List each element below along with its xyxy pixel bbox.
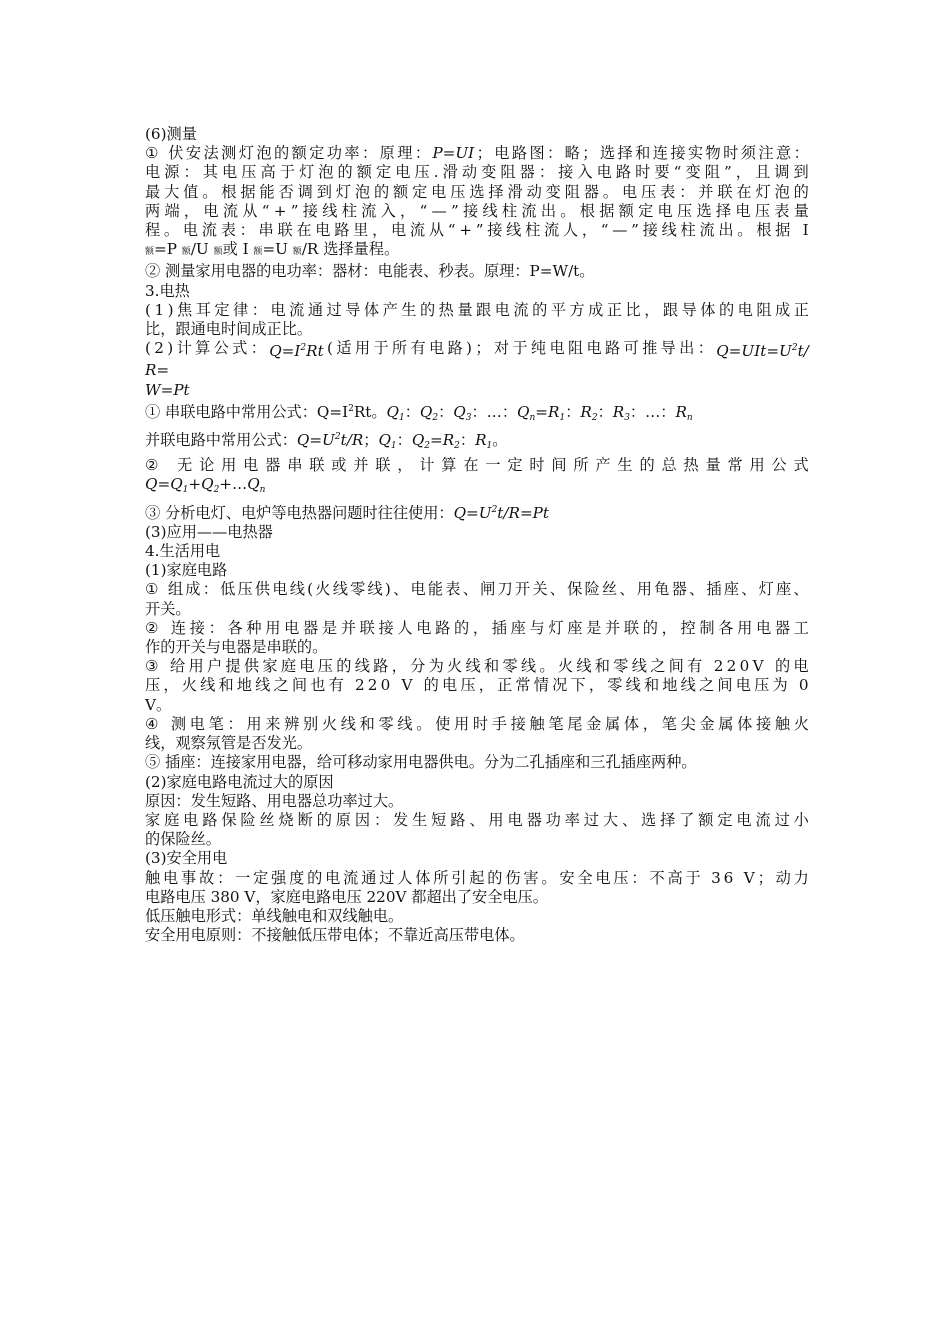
text-line: ② 测量家用电器的电功率：器材：电能表、秒表。原理：P=W/t。 (145, 262, 595, 281)
text-line: W=Pt (145, 380, 190, 399)
text-line: R= (145, 361, 170, 380)
text-line: 线，观察氖管是否发光。 (145, 734, 313, 753)
text-line: 电 源 ： 其 电 压 高 于 灯 泡 的 额 定 电 压 . 滑 动 变 阻 器 ： 接 入 电 路 时 要 “ 变 阻 ” ， 且 调 到 (145, 163, 809, 182)
text-line: 压 ， 火 线 和 地 线 之 间 也 有 2 2 0 V 的 电 压 ， 正 常 情 况 下 ， 零 线 和 地 线 之 间 电 压 为 0 (145, 676, 809, 695)
text-line: ( 1 ) 焦 耳 定 律 ： 电 流 通 过 导 体 产 生 的 热 量 跟 电 流 的 平 方 成 正 比 ， 跟 导 体 的 电 阻 成 正 (145, 300, 809, 319)
text-line: 开关。 (145, 599, 191, 618)
text-line: 电路电压 380 V，家庭电路电压 220V 都超出了安全电压。 (145, 887, 548, 906)
text-line: ① 伏 安 法 测 灯 泡 的 额 定 功 率 ： 原 理 ： P=UI ； 电 路 图 ： 略 ； 选 择 和 连 接 实 物 时 须 注 意 ： (145, 144, 809, 163)
text-line: 的保险丝。 (145, 830, 221, 849)
text-line: ② 无 论 用 电 器 串 联 或 并 联 ， 计 算 在 一 定 时 间 所 产 生 的 总 热 量 常 用 公 式 (145, 456, 809, 475)
text-line: 比，跟通电时间成正比。 (145, 320, 313, 339)
text-line: ③ 分析电灯、电炉等电热器问题时往往使用：$Q=U^2t/R=Pt$ (145, 503, 549, 522)
text-line: V。 (145, 695, 172, 714)
text-line: (2)家庭电路电流过大的原因 (145, 772, 334, 791)
text-line: 3.电热 (145, 281, 190, 300)
text-line: (1)家庭电路 (145, 561, 228, 580)
text-line: ① 串联电路中常用公式：$Q=I^2Rt$。$Q_1$：$Q_2$：$Q_3$：…：$Q_n=R_1$：$R_2$：$R_3$：…：$R_n$ (145, 402, 693, 423)
text-line: 4.生活用电 (145, 542, 221, 561)
text-line: 触 电 事 故 ： 一 定 强 度 的 电 流 通 过 人 体 所 引 起 的 伤 害 。 安 全 电 压 ： 不 高 于 3 6 V ； 动 力 (145, 868, 809, 887)
text-line: $Q=Q_1+Q_2+\dots Q_n$ (145, 475, 266, 496)
text-line: ① 组 成 ： 低 压 供 电 线 ( 火 线 零 线 ) 、 电 能 表 、 闸 刀 开 关 、 保 险 丝 、 用 龟 器 、 插 座 、 灯 座 、 (145, 580, 809, 599)
text-line: 程 。 电 流 表 ： 串 联 在 电 路 里 ， 电 流 从 “ + ” 接 线 柱 流 人 ， “ — ” 接 线 柱 流 出 。 根 据 I (145, 221, 809, 240)
text-line: ④ 测 电 笔 ： 用 来 辨 别 火 线 和 零 线 。 使 用 时 手 接 触 笔 尾 金 属 体 ， 笔 尖 金 属 体 接 触 火 (145, 714, 809, 733)
text-line: 安全用电原则：不接触低压带电体；不靠近高压带电体。 (145, 926, 525, 945)
text-line: 作的开关与电器是串联的。 (145, 638, 328, 657)
text-line: ⑤ 插座：连接家用电器，给可移动家用电器供电。分为二孔插座和三孔插座两种。 (145, 753, 697, 772)
text-line: ③ 给 用 户 提 供 家 庭 电 压 的 线 路 ， 分 为 火 线 和 零 线 。 火 线 和 零 线 之 间 有 2 2 0 V 的 电 (145, 657, 809, 676)
text-line: ( 2 ) 计 算 公 式 ： $Q=I^2Rt$ ( 适 用 于 所 有 电 路 ) ； 对 于 纯 电 阻 电 路 可 推 导 出 ： $Q=UIt=U^2t/$ (145, 339, 809, 361)
text-line: 低压触电形式：单线触电和双线触电。 (145, 906, 404, 925)
document-body (145, 125, 809, 945)
text-line: 最 大 值 。 根 据 能 否 调 到 灯 泡 的 额 定 电 压 选 择 滑 动 变 阻 器 。 电 压 表 ： 并 联 在 灯 泡 的 (145, 182, 809, 201)
text-line: (3)应用——电热器 (145, 522, 273, 541)
text-line: 原因：发生短路、用电器总功率过大。 (145, 791, 404, 810)
text-line: ② 连 接 ： 各 种 用 电 器 是 并 联 接 人 电 路 的 ， 插 座 与 灯 座 是 并 联 的 ， 控 制 各 用 电 器 工 (145, 618, 809, 637)
text-line: 两 端 ， 电 流 从 “ + ” 接 线 柱 流 入 ， “ — ” 接 线 柱 流 出 。 根 据 额 定 电 压 选 择 电 压 表 量 (145, 201, 809, 220)
text-line: 额=P 额/U 额或 I 额=U 额/R 选择量程。 (145, 240, 400, 259)
text-line: (6)测量 (145, 125, 197, 143)
text-line: 家 庭 电 路 保 险 丝 烧 断 的 原 因 ： 发 生 短 路 、 用 电 器 功 率 过 大 、 选 择 了 额 定 电 流 过 小 (145, 810, 809, 829)
text-line: (3)安全用电 (145, 849, 228, 868)
text-line: 并联电路中常用公式：$Q=U^2t/R$；$Q_1$：$Q_2=R_2$：$R_1$。 (145, 431, 508, 452)
